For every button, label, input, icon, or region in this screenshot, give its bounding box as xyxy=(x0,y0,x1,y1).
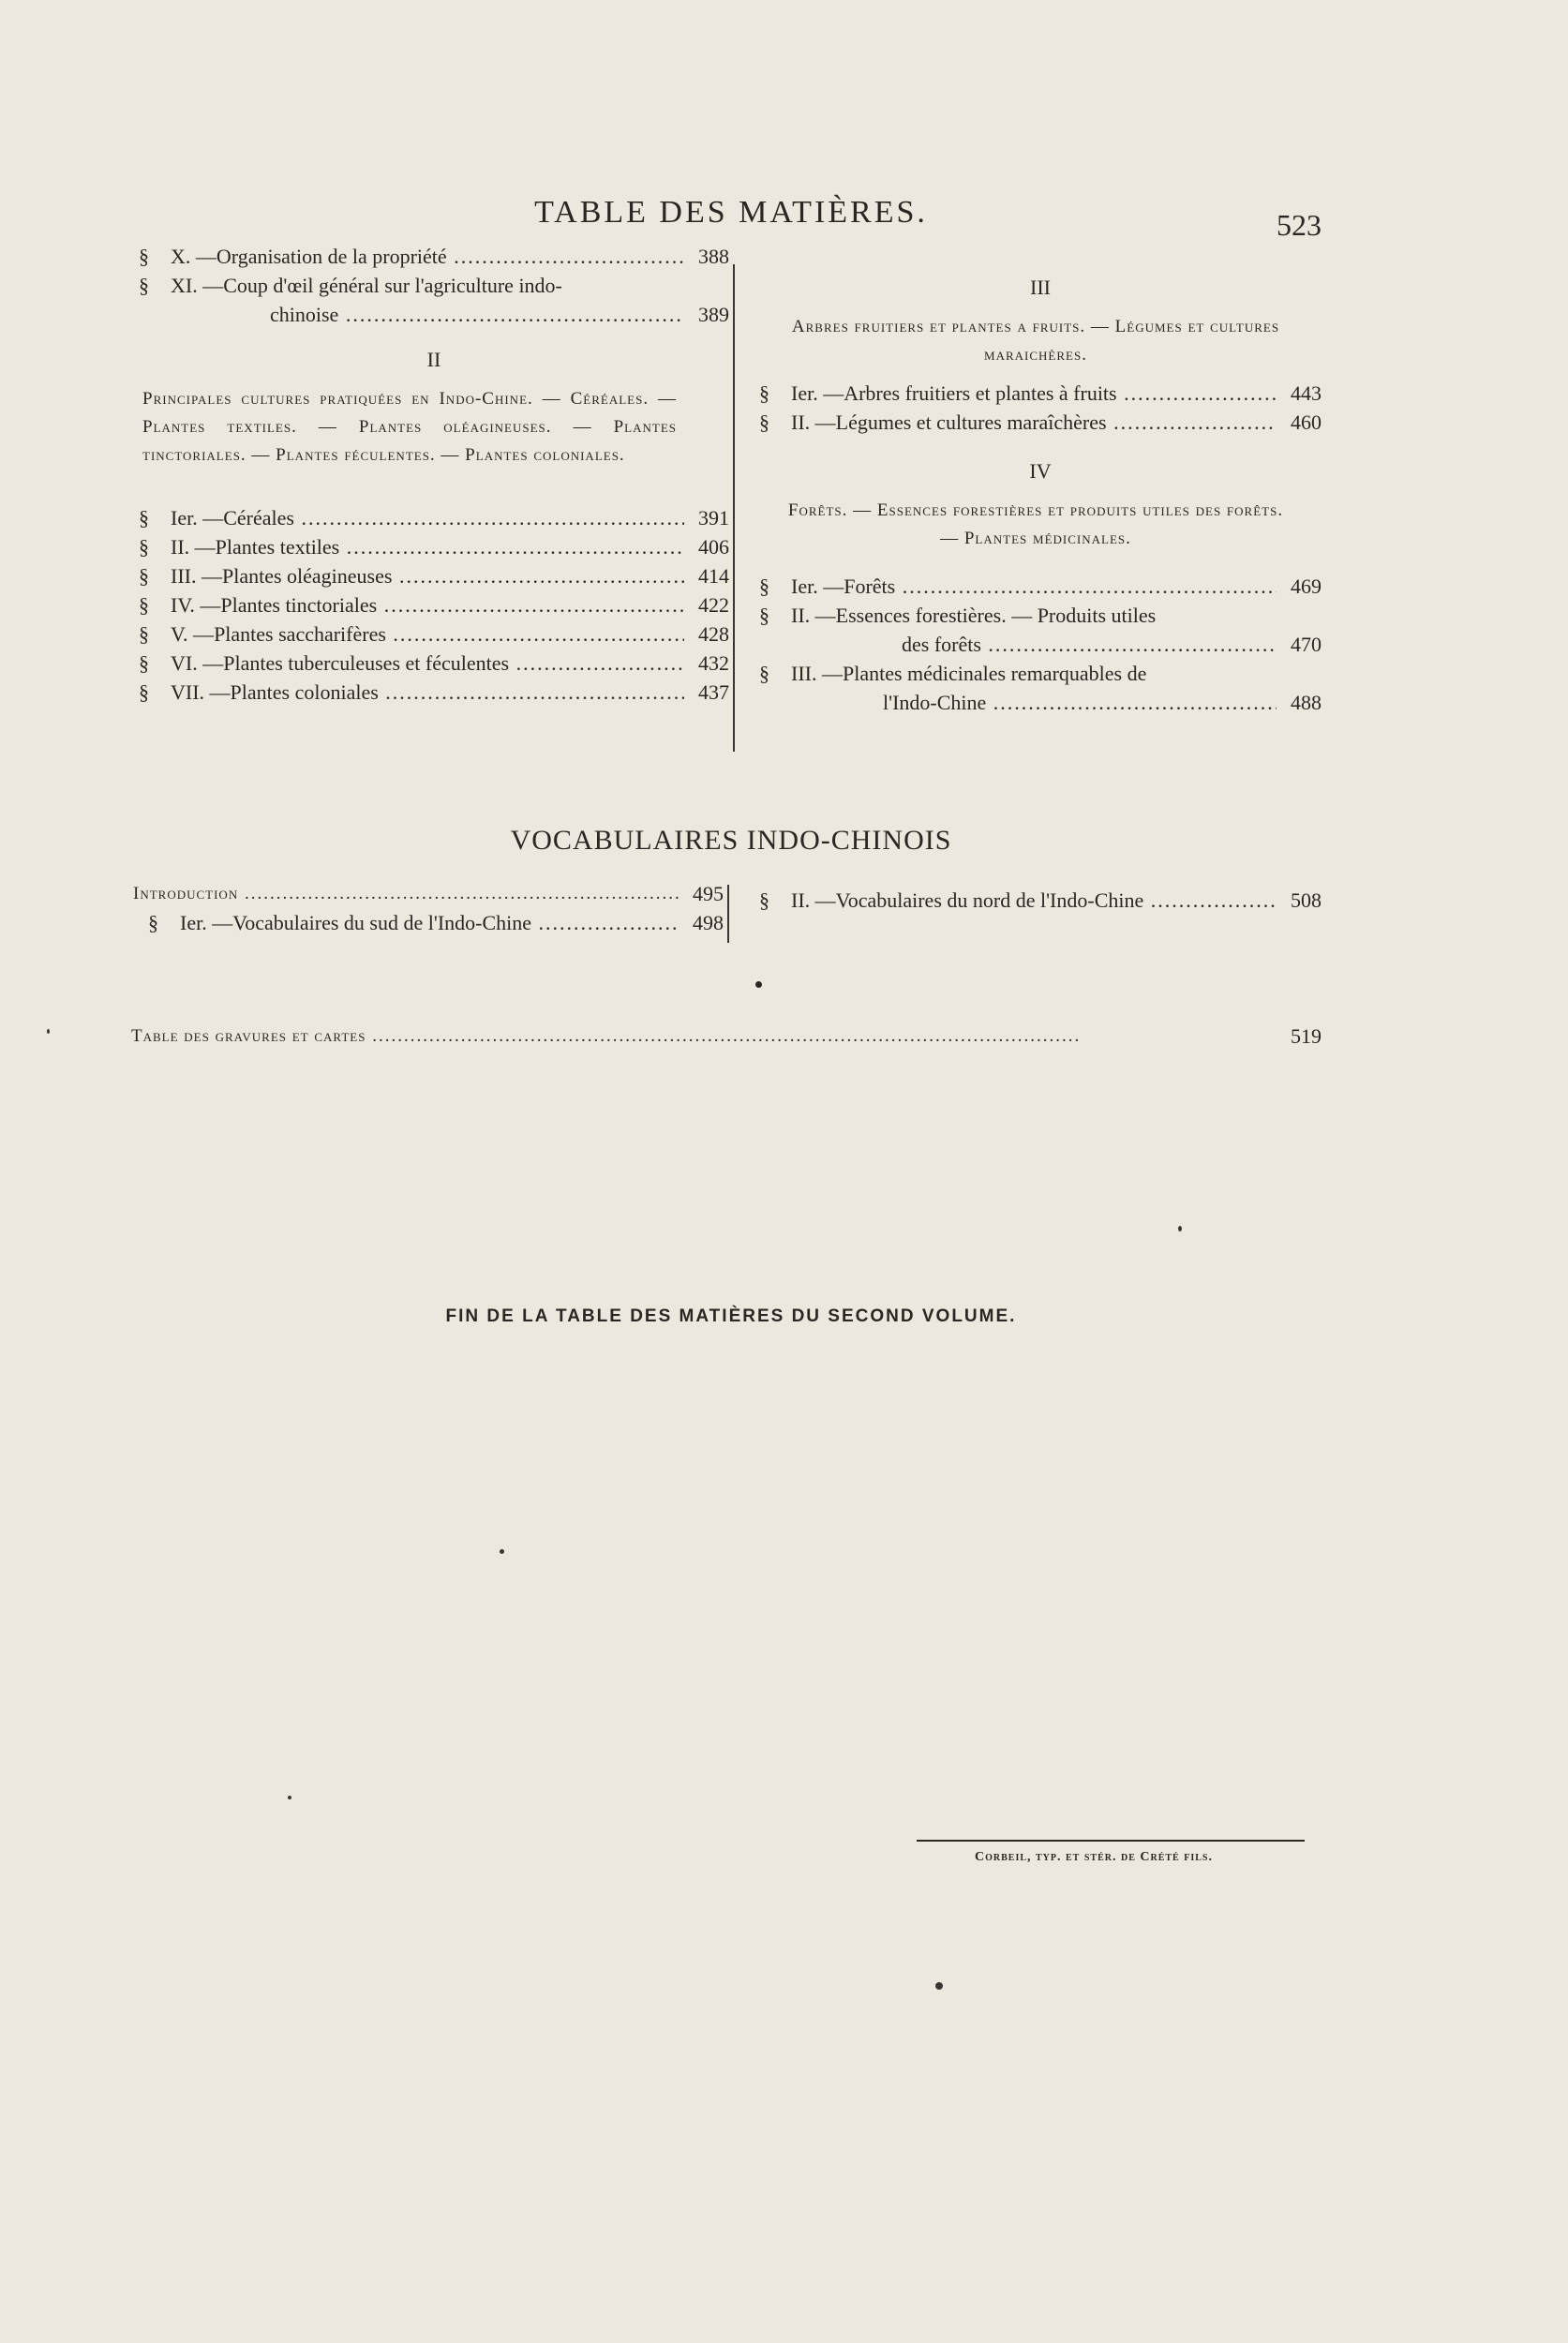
entry-page: 437 xyxy=(698,680,729,704)
entry-number: Ier. — xyxy=(171,506,224,530)
toc-entry xyxy=(139,561,729,590)
toc-entry xyxy=(133,879,724,908)
entry-page: 406 xyxy=(698,535,729,559)
table-gravures xyxy=(131,1022,1322,1051)
entry-page: 443 xyxy=(1291,381,1322,405)
toc-entry xyxy=(139,619,729,649)
entry-page: 488 xyxy=(1291,691,1322,714)
entry-number: III. — xyxy=(791,662,843,685)
part-heading: Principales cultures pratiquées en Indo-Chine. — Céréales. — Plantes textiles. — Plantes oléagineuses. — Plantes tinctoriales. — Plantes féculentes. — Plantes coloniales. xyxy=(142,389,677,465)
entry-number: II. — xyxy=(791,410,836,434)
entry-page: 432 xyxy=(698,651,729,675)
section-mark: § xyxy=(759,662,769,685)
entry-title: Forêts ..... xyxy=(844,572,1277,601)
right-column xyxy=(759,242,1322,717)
entry-page: 495 xyxy=(693,882,724,905)
toc-entry-continuation xyxy=(139,300,729,329)
entry-title: Vocabulaires du nord de l'Indo-Chine ..... xyxy=(836,886,1277,915)
entry-number: X. — xyxy=(171,245,217,268)
printer-imprint: Corbeil, typ. et stér. de Crété fils. xyxy=(975,1850,1213,1864)
toc-entry xyxy=(759,379,1322,408)
entry-number: XI. — xyxy=(171,274,224,297)
entry-page: 508 xyxy=(1291,888,1322,912)
entry-title: Céréales ..... xyxy=(223,503,684,532)
toc-entry xyxy=(133,908,724,937)
entry-page: 460 xyxy=(1291,410,1322,434)
entry-title: Plantes tuberculeuses et féculentes ..... xyxy=(223,649,684,678)
entry-page: 519 xyxy=(1291,1024,1322,1048)
section-mark: § xyxy=(759,410,769,434)
toc-entry xyxy=(759,572,1322,601)
section-mark: § xyxy=(139,651,149,675)
vocab-left-column xyxy=(133,879,724,937)
entry-title: Arbres fruitiers et plantes à fruits ..... xyxy=(844,379,1277,408)
entry-title: Plantes coloniales ..... xyxy=(231,678,684,707)
section-mark: § xyxy=(148,911,158,934)
entry-page: 469 xyxy=(1291,575,1322,598)
toc-entry xyxy=(759,601,1322,630)
entry-page: 422 xyxy=(698,593,729,617)
toc-entry-continuation xyxy=(759,688,1322,717)
section-mark: § xyxy=(139,506,149,530)
entry-page: 498 xyxy=(693,911,724,934)
toc-entry xyxy=(139,590,729,619)
section-mark: § xyxy=(139,680,149,704)
entry-number: V. — xyxy=(171,622,215,646)
entry-title: Légumes et cultures maraîchères ..... xyxy=(836,408,1277,437)
vocab-right-column xyxy=(759,886,1322,915)
entry-number: VII. — xyxy=(171,680,231,704)
running-title: TABLE DES MATIÈRES. xyxy=(534,195,928,230)
section-mark: § xyxy=(139,274,149,297)
toc-entry xyxy=(139,649,729,678)
end-note: FIN DE LA TABLE DES MATIÈRES DU SECOND VOLUME. xyxy=(445,1306,1017,1326)
entry-page: 391 xyxy=(698,506,729,530)
entry-page: 389 xyxy=(698,303,729,326)
section-mark: § xyxy=(759,381,769,405)
toc-entry xyxy=(759,659,1322,688)
entry-title: Organisation de la propriété ..... xyxy=(217,242,684,271)
section-mark: § xyxy=(139,622,149,646)
entry-number: Ier. — xyxy=(791,381,844,405)
toc-entry xyxy=(759,408,1322,437)
entry-title: Vocabulaires du sud de l'Indo-Chine ..... xyxy=(232,908,679,937)
toc-entry xyxy=(139,532,729,561)
toc-entry xyxy=(759,886,1322,915)
entry-title: Plantes oléagineuses ..... xyxy=(222,561,684,590)
entry-title-continued: chinoise ..... xyxy=(270,300,684,329)
entry-title: Plantes saccharifères ..... xyxy=(214,619,684,649)
entry-number: II. — xyxy=(791,888,836,912)
toc-entry xyxy=(139,503,729,532)
paper-speck xyxy=(47,1029,50,1034)
page-number: 523 xyxy=(1277,208,1322,242)
part-number: III xyxy=(1030,276,1051,299)
toc-entry xyxy=(139,242,729,271)
entry-title: Table des gravures et cartes ..... xyxy=(131,1022,1277,1051)
part-heading: Arbres fruitiers et plantes a fruits. — Légumes et cultures maraichères. xyxy=(791,317,1280,365)
toc-entry xyxy=(139,271,729,300)
entry-number: III. — xyxy=(171,564,222,588)
entry-title-continued: des forêts ..... xyxy=(902,630,1277,659)
section-mark: § xyxy=(759,604,769,627)
toc-entry-continuation xyxy=(759,630,1322,659)
footer-rule xyxy=(917,1840,1305,1842)
section-mark: § xyxy=(139,535,149,559)
column-divider xyxy=(727,885,729,943)
section-title: VOCABULAIRES INDO-CHINOIS xyxy=(510,825,952,856)
entry-title: Plantes tinctoriales ..... xyxy=(220,590,684,619)
entry-number: VI. — xyxy=(171,651,224,675)
entry-number: II. — xyxy=(791,604,836,627)
section-mark: § xyxy=(759,888,769,912)
entry-page: 428 xyxy=(698,622,729,646)
paper-speck xyxy=(935,1982,943,1990)
entry-title: Introduction ..... xyxy=(133,879,679,908)
left-column xyxy=(139,242,729,707)
entry-number: Ier. — xyxy=(180,911,233,934)
entry-number: II. — xyxy=(171,535,216,559)
entry-title: Essences forestières. — Produits utiles xyxy=(835,604,1157,627)
entry-page: 414 xyxy=(698,564,729,588)
entry-title-continued: l'Indo-Chine ..... xyxy=(883,688,1277,717)
section-mark: § xyxy=(139,593,149,617)
column-divider xyxy=(733,264,735,752)
toc-entry xyxy=(139,678,729,707)
entry-title: Coup d'œil général sur l'agriculture indo- xyxy=(223,274,562,297)
part-number: II xyxy=(426,348,441,371)
paper-speck xyxy=(500,1549,504,1554)
entry-page: 388 xyxy=(698,245,729,268)
section-mark: § xyxy=(139,245,149,268)
entry-number: IV. — xyxy=(171,593,221,617)
paper-speck xyxy=(288,1796,291,1799)
part-heading: Forêts. — Essences forestières et produits utiles des forêts. — Plantes médicinales. xyxy=(787,500,1284,548)
entry-title: Plantes textiles ..... xyxy=(216,532,684,561)
entry-title: Plantes médicinales remarquables de xyxy=(842,662,1147,685)
part-number: IV xyxy=(1029,459,1052,483)
section-mark: § xyxy=(759,575,769,598)
section-mark: § xyxy=(139,564,149,588)
entry-number: Ier. — xyxy=(791,575,844,598)
paper-speck xyxy=(1178,1226,1182,1231)
toc-entry xyxy=(131,1022,1322,1051)
entry-page: 470 xyxy=(1291,633,1322,656)
ornament-dot xyxy=(755,981,762,988)
